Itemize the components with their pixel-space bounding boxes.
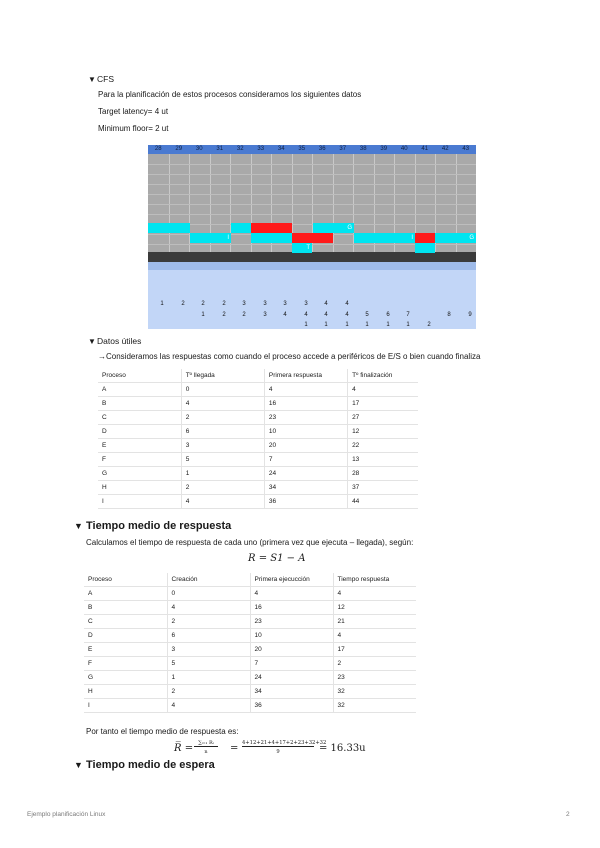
table-cell: 12 xyxy=(348,425,418,439)
gantt-block-cyan: G xyxy=(435,233,476,243)
gantt-header-cell: 35 xyxy=(298,146,306,152)
table-row xyxy=(98,467,418,481)
table-cell: 16 xyxy=(264,397,347,411)
table-cell: 3 xyxy=(167,643,250,657)
table-cell: 12 xyxy=(333,601,416,615)
table-row xyxy=(84,629,416,643)
table-cell: 4 xyxy=(167,601,250,615)
table-cell: 34 xyxy=(264,481,347,495)
gantt-count-label: 2 xyxy=(201,301,205,307)
gantt-header-cell: 41 xyxy=(421,146,429,152)
gantt-header xyxy=(148,145,476,154)
table-cell: 20 xyxy=(250,643,333,657)
table-cell: 2 xyxy=(181,411,264,425)
gantt-grid-line xyxy=(148,204,476,205)
avg-result: = 16.33u xyxy=(319,743,366,754)
gantt-header-cell: 29 xyxy=(175,146,183,152)
gantt-count-label: 1 xyxy=(304,322,308,328)
gantt-header-cell: 37 xyxy=(339,146,347,152)
gantt-block-cyan xyxy=(231,223,251,233)
table-row xyxy=(98,383,418,397)
table-cell: 28 xyxy=(348,467,418,481)
column-header: Creación xyxy=(167,573,250,587)
column-header: Proceso xyxy=(98,369,181,383)
table-cell: 0 xyxy=(181,383,264,397)
gantt-header-cell: 38 xyxy=(359,146,367,152)
gantt-count-label: 1 xyxy=(201,312,205,318)
gantt-chart xyxy=(148,145,476,329)
datos-table xyxy=(98,369,418,509)
table-cell: 17 xyxy=(348,397,418,411)
gantt-block-red xyxy=(251,223,292,233)
datos-toggle[interactable] xyxy=(88,335,141,348)
datos-title: Datos útiles xyxy=(97,336,142,346)
gantt-count-label: 3 xyxy=(283,301,287,307)
avg-sum-numerator: 4+12+21+4+17+2+23+32+32 xyxy=(242,740,327,746)
table-cell: 4 xyxy=(181,495,264,509)
footer-title: Ejemplo planificación Linux xyxy=(27,811,106,818)
table-cell: H xyxy=(98,481,181,495)
gantt-count-label: 1 xyxy=(345,322,349,328)
table-cell: 7 xyxy=(264,453,347,467)
table-cell: 7 xyxy=(250,657,333,671)
table-cell: D xyxy=(98,425,181,439)
gantt-block-cyan xyxy=(148,223,190,233)
table-cell: 13 xyxy=(348,453,418,467)
gantt-count-label: 4 xyxy=(324,312,328,318)
gantt-header-cell: 28 xyxy=(154,146,162,152)
table-cell: I xyxy=(98,495,181,509)
gantt-grid-line xyxy=(148,214,476,215)
respuesta-toggle[interactable] xyxy=(74,519,231,533)
gantt-header-cell: 43 xyxy=(462,146,470,152)
table-cell: 4 xyxy=(181,397,264,411)
table-cell: 36 xyxy=(264,495,347,509)
table-cell: 22 xyxy=(348,439,418,453)
gantt-count-label: 1 xyxy=(406,322,410,328)
cfs-toggle[interactable] xyxy=(88,73,114,86)
table-cell: 23 xyxy=(264,411,347,425)
gantt-header-cell: 40 xyxy=(400,146,408,152)
table-cell: 5 xyxy=(167,657,250,671)
column-header: Primera respuesta xyxy=(264,369,347,383)
table-row xyxy=(84,601,416,615)
average-formula xyxy=(174,740,434,760)
table-cell: 37 xyxy=(348,481,418,495)
page-number: 2 xyxy=(566,811,570,818)
gantt-header-cell: 42 xyxy=(441,146,449,152)
gantt-count-label: 2 xyxy=(222,312,226,318)
table-cell: 21 xyxy=(333,615,416,629)
table-cell: 6 xyxy=(167,629,250,643)
gantt-count-label: 2 xyxy=(427,322,431,328)
gantt-count-label: 2 xyxy=(222,301,226,307)
gantt-block-cyan: I xyxy=(354,233,415,243)
table-cell: 24 xyxy=(250,671,333,685)
column-header: Primera ejecucción xyxy=(250,573,333,587)
table-cell: 44 xyxy=(348,495,418,509)
gantt-grid-line xyxy=(148,164,476,165)
gantt-count-label: 2 xyxy=(242,312,246,318)
table-cell: I xyxy=(84,699,167,713)
table-cell: 23 xyxy=(250,615,333,629)
column-header: Tº finalización xyxy=(348,369,418,383)
table-row xyxy=(84,685,416,699)
table-cell: A xyxy=(84,587,167,601)
table-row xyxy=(84,587,416,601)
table-row xyxy=(98,481,418,495)
table-cell: E xyxy=(84,643,167,657)
table-row xyxy=(84,699,416,713)
table-cell: 2 xyxy=(181,481,264,495)
gantt-block-red xyxy=(415,233,435,243)
table-cell: 1 xyxy=(167,671,250,685)
table-cell: 4 xyxy=(348,383,418,397)
gantt-block-cyan: T xyxy=(292,243,312,253)
gantt-header-cell: 32 xyxy=(236,146,244,152)
table-cell: A xyxy=(98,383,181,397)
gantt-block-cyan xyxy=(251,233,292,243)
table-cell: 4 xyxy=(264,383,347,397)
table-cell: 34 xyxy=(250,685,333,699)
gantt-count-label: 1 xyxy=(324,322,328,328)
gantt-count-label: 1 xyxy=(386,322,390,328)
table-cell: B xyxy=(98,397,181,411)
table-cell: F xyxy=(84,657,167,671)
gantt-grid-line xyxy=(148,184,476,185)
table-cell: C xyxy=(98,411,181,425)
table-cell: 3 xyxy=(181,439,264,453)
table-cell: G xyxy=(84,671,167,685)
avg-sum-denominator: 9 xyxy=(276,749,280,755)
table-header-row xyxy=(98,369,418,383)
respuesta-table xyxy=(84,573,416,713)
gantt-count-label: 3 xyxy=(263,312,267,318)
gantt-count-label: 9 xyxy=(468,312,472,318)
avg-numerator: ∑ᵢ₌₁ Rᵢ xyxy=(194,740,218,747)
gantt-dark-band xyxy=(148,252,476,262)
table-row xyxy=(84,657,416,671)
respuesta-conclusion: Por tanto el tiempo medio de respuesta es: xyxy=(86,727,239,736)
table-cell: 32 xyxy=(333,685,416,699)
avg-denominator: n xyxy=(204,749,208,755)
table-cell: 32 xyxy=(333,699,416,713)
gantt-count-label: 2 xyxy=(181,301,185,307)
caret-down-icon: ▼ xyxy=(74,521,83,531)
respuesta-intro: Calculamos el tiempo de respuesta de cada uno (primera vez que ejecuta – llegada), según: xyxy=(86,538,414,547)
table-row xyxy=(98,495,418,509)
gantt-header-cell: 36 xyxy=(318,146,326,152)
table-row xyxy=(84,615,416,629)
gantt-count-label: 6 xyxy=(386,312,390,318)
table-cell: 1 xyxy=(181,467,264,481)
gantt-header-cell: 34 xyxy=(277,146,285,152)
table-cell: 2 xyxy=(167,685,250,699)
gantt-header-cell: 30 xyxy=(195,146,203,152)
table-cell: 10 xyxy=(264,425,347,439)
table-cell: H xyxy=(84,685,167,699)
gantt-count-label: 4 xyxy=(283,312,287,318)
caret-down-icon: ▼ xyxy=(88,75,96,84)
espera-title: Tiempo medio de espera xyxy=(86,759,215,771)
table-cell: B xyxy=(84,601,167,615)
table-row xyxy=(98,439,418,453)
table-cell: 2 xyxy=(167,615,250,629)
gantt-band-divider xyxy=(148,262,476,270)
gantt-count-label: 4 xyxy=(324,301,328,307)
gantt-count-label: 7 xyxy=(406,312,410,318)
respuesta-title: Tiempo medio de respuesta xyxy=(86,520,232,532)
gantt-count-label: 8 xyxy=(447,312,451,318)
table-row xyxy=(98,411,418,425)
target-latency: Target latency= 4 ut xyxy=(98,107,169,116)
column-header: Proceso xyxy=(84,573,167,587)
cfs-title: CFS xyxy=(97,74,114,84)
gantt-block-cyan: I xyxy=(190,233,231,243)
gantt-count-label: 3 xyxy=(304,301,308,307)
table-cell: 4 xyxy=(333,587,416,601)
gantt-count-band xyxy=(148,262,476,329)
gantt-block-cyan: G xyxy=(313,223,354,233)
table-cell: 20 xyxy=(264,439,347,453)
table-cell: 4 xyxy=(167,699,250,713)
table-cell: 36 xyxy=(250,699,333,713)
table-cell: 4 xyxy=(333,629,416,643)
table-row xyxy=(84,671,416,685)
table-cell: G xyxy=(98,467,181,481)
table-cell: 16 xyxy=(250,601,333,615)
table-cell: 27 xyxy=(348,411,418,425)
table-cell: 6 xyxy=(181,425,264,439)
gantt-block-red xyxy=(292,233,333,243)
espera-toggle[interactable] xyxy=(74,758,215,772)
gantt-count-label: 3 xyxy=(263,301,267,307)
caret-down-icon: ▼ xyxy=(88,337,96,346)
datos-note: →Consideramos las respuestas como cuando el proceso accede a periféricos de E/S o bien cuando finaliza xyxy=(98,352,481,361)
gantt-count-label: 5 xyxy=(365,312,369,318)
gantt-header-cell: 39 xyxy=(380,146,388,152)
gantt-count-label: 1 xyxy=(160,301,164,307)
avg-equals: = xyxy=(230,743,239,754)
table-cell: 0 xyxy=(167,587,250,601)
table-cell: 4 xyxy=(250,587,333,601)
table-row xyxy=(98,397,418,411)
table-cell: E xyxy=(98,439,181,453)
table-row xyxy=(98,425,418,439)
gantt-grid-line xyxy=(148,224,476,225)
table-cell: C xyxy=(84,615,167,629)
gantt-header-cell: 31 xyxy=(216,146,224,152)
table-header-row xyxy=(84,573,416,587)
column-header: Tº llegada xyxy=(181,369,264,383)
gantt-count-label: 1 xyxy=(365,322,369,328)
table-cell: 10 xyxy=(250,629,333,643)
table-row xyxy=(84,643,416,657)
table-cell: 24 xyxy=(264,467,347,481)
avg-lhs: R̅ = xyxy=(174,743,194,754)
cfs-intro: Para la planificación de estos procesos consideramos los siguientes datos xyxy=(98,90,362,99)
gantt-count-label: 4 xyxy=(345,312,349,318)
table-row xyxy=(98,453,418,467)
table-cell: 17 xyxy=(333,643,416,657)
gantt-block-cyan xyxy=(415,243,435,253)
table-cell: D xyxy=(84,629,167,643)
gantt-header-cell: 33 xyxy=(257,146,265,152)
gantt-grid-line xyxy=(148,194,476,195)
gantt-count-label: 4 xyxy=(304,312,308,318)
column-header: Tiempo respuesta xyxy=(333,573,416,587)
minimum-floor: Minimum floor= 2 ut xyxy=(98,124,169,133)
table-cell: 2 xyxy=(333,657,416,671)
gantt-count-label: 3 xyxy=(242,301,246,307)
gantt-count-label: 4 xyxy=(345,301,349,307)
table-cell: 5 xyxy=(181,453,264,467)
table-cell: 23 xyxy=(333,671,416,685)
table-cell: F xyxy=(98,453,181,467)
response-formula: R = S1 − A xyxy=(248,553,306,564)
gantt-grid-line xyxy=(148,174,476,175)
caret-down-icon: ▼ xyxy=(74,760,83,770)
